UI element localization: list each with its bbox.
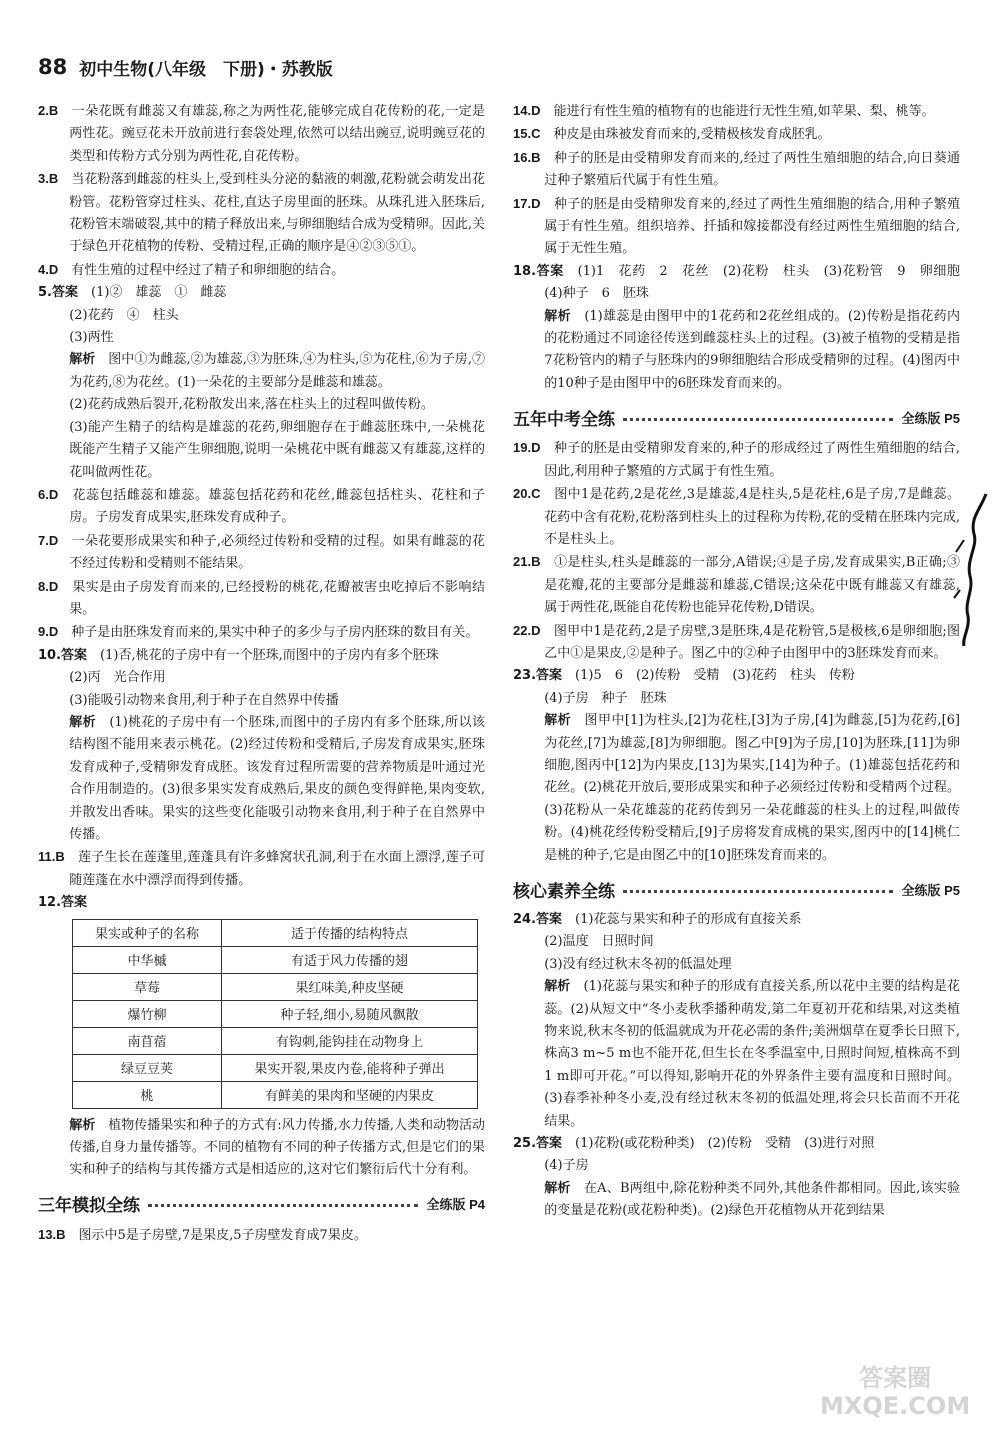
answer-line: (2)花药 ④ 柱头 [69,307,179,323]
answer-text: (1)花蕊与果实和种子的形成有直接关系 [575,912,802,927]
answer-7 [38,530,485,576]
analysis [513,1178,960,1223]
section-heading [513,403,960,431]
table-cell: 中华槭 [73,946,222,973]
answer-line: (3)没有经过秋末冬初的低温处理 [544,956,732,972]
answer-line: (2)温度 日照时间 [544,934,654,950]
table-cell: 绿豆豆荚 [73,1054,222,1081]
answer-23 [513,665,960,687]
answer-21 [513,551,960,619]
page-header [38,52,333,82]
answer-number: 10.答案 [38,647,88,663]
answer-25 [513,1133,960,1155]
answer-number: 23.答案 [513,668,563,684]
section-title: 三年模拟全练 [38,1196,140,1217]
answer-text: 果实是由子房发育而来的,已经授粉的桃花,花瓣被害虫吃掉后不影响结果。 [69,579,485,617]
table-row [73,1000,478,1027]
answer-number: 3.B [38,171,59,187]
answer-text: 图甲中1是花药,2是子房壁,3是胚珠,4是花粉管,5是极核,6是卵细胞;图乙中①是果皮,②是种子。图乙中的②种子由图甲中的3胚珠发育而来。 [544,623,960,661]
answer-24 [513,909,960,931]
answer-number: 11.B [38,849,65,865]
answer-text: (1)否,桃花的子房中有一个胚珠,而图中的子房内有多个胚珠 [100,647,439,663]
section-title: 五年中考全练 [513,409,615,430]
answer-text: (1)5 6 (2)传粉 受精 (3)花药 柱头 传粉 [575,668,855,684]
answer-number: 15.C [513,126,541,142]
answer-text: 种子的胚是由受精卵发育来的,经过了两性生殖细胞的结合,用种子繁殖属于有性生殖。组织培养、扦插和嫁接都没有经过两性生殖细胞的结合,属于无性生殖。 [544,196,960,257]
answer-16 [513,147,960,193]
answer-number: 19.D [513,440,541,456]
answer-8 [38,576,485,622]
watermark-logo [820,1364,970,1420]
analysis-text: 植物传播果实和种子的方式有:风力传播,水力传播,人类和动物活动传播,自身力量传播等。不同的植物有不同的种子传播方式,但是它们的果实和种子的结构与其传播方式是相适应的,这对它们繁衍后代十分有利。 [69,1117,485,1178]
table-cell: 果实开裂,果皮内卷,能将种子弹出 [222,1054,478,1081]
answer-text: 能进行有性生殖的植物有的也能进行无性生殖,如苹果、梨、桃等。 [553,104,935,119]
analysis [38,712,485,846]
answer-number: 8.D [38,578,59,594]
answer-number: 9.D [38,624,59,640]
answer-number: 24.答案 [513,912,563,927]
analysis [513,710,960,867]
answer-number: 18.答案 [513,263,564,279]
answer-text: 图中1是花药,2是花丝,3是雄蕊,4是柱头,5是花柱,6是子房,7是雌蕊。花药中含有花粉,花粉落到柱头上的过程称为传粉,花的受精在胚珠内完成,不是柱头上。 [544,487,960,547]
table-header-cell: 果实或种子的名称 [73,919,222,946]
analysis-label: 解析 [544,979,571,995]
right-column [513,100,974,1223]
answer-text: 种子的胚是由受精卵发育来的,种子的形成经过了两性生殖细胞的结合,因此,利用种子繁殖的方式属于有性生殖。 [544,441,960,479]
answer-number: 13.B [38,1226,66,1242]
answer-line: (2)丙 光合作用 [69,670,166,686]
table-cell: 草莓 [73,973,222,1000]
answer-12 [38,892,485,914]
answer-number: 4.D [38,261,59,277]
analysis [513,306,960,396]
answer-5 [38,282,485,304]
answer-number: 12.答案 [38,895,88,911]
analysis-label: 解析 [544,713,572,729]
answer-line: (4)子房 [544,1158,589,1174]
answer-2 [38,100,485,168]
table-row [73,946,478,973]
table-cell: 有钩刺,能钩挂在动物身上 [222,1027,478,1054]
dotted-leader [623,418,893,421]
table-cell: 有鲜美的果肉和坚硬的内果皮 [222,1081,478,1108]
section-heading [513,875,960,903]
table-header-row [73,919,478,946]
answer-10 [38,645,485,667]
answer-3 [38,168,485,259]
analysis-text: (3)能产生精子的结构是雄蕊的花药,卵细胞存在于雌蕊胚珠中,一朵桃花既能产生精子又能产生卵细胞,说明一朵桃花中既有雌蕊又有雄蕊,这样的花叫做两性花。 [69,419,485,480]
answer-22 [513,620,960,666]
answer-15 [513,123,960,146]
analysis-label: 解析 [544,1180,571,1196]
answer-text: 种皮是由珠被发育而来的,受精极核发育成胚乳。 [553,127,831,143]
table-cell: 有适于风力传播的翅 [222,946,478,973]
answer-number: 16.B [513,149,541,165]
analysis-label: 解析 [69,1117,96,1133]
answer-text: ①是柱头,柱头是雌蕊的一部分,A错误;④是子房,发育成果实,B正确;③是花瓣,花的主要部分是雌蕊和雄蕊,C错误;这朵花中既有雌蕊又有雄蕊,属于两性花,既能自花传粉也能异花传粉,D错误。 [544,555,960,616]
left-column [38,100,485,1247]
answer-text: 当花粉落到雌蕊的柱头上,受到柱头分泌的黏液的刺激,花粉就会萌发出花粉管。花粉管穿过柱头、花柱,直达子房里面的胚珠。从珠孔进入胚珠后,花粉管末端破裂,其中的精子释放出来,与卵细胞结合成为受精卵。因此,关于绿色开花植物的传粉、受精过程,正确的顺序是④②③⑤①。 [69,172,485,255]
answer-text: 种子的胚是由受精卵发育而来的,经过了两性生殖细胞的结合,向日葵通过种子繁殖后代属于有性生殖。 [544,150,960,189]
analysis-label: 解析 [69,352,96,368]
analysis-label: 解析 [69,714,96,730]
answer-number: 7.D [38,532,59,548]
answer-text: 莲子生长在莲蓬里,莲蓬具有许多蜂窝状孔洞,利于在水面上漂浮,莲子可随莲蓬在水中漂浮而得到传播。 [69,850,485,888]
table-cell: 桃 [73,1081,222,1108]
table-header-cell: 适于传播的结构特点 [222,919,478,946]
table-row [73,973,478,1000]
table-cell: 果红味美,种皮坚硬 [222,973,478,1000]
answer-number: 21.B [513,554,541,570]
answer-14 [513,100,960,123]
analysis-text: (1)雄蕊是由图甲中的1花药和2花丝组成的。(2)传粉是指花药内的花粉通过不同途径传送到雌蕊柱头上的过程。(3)被子植物的受精是指7花粉管内的精子与胚珠内的9卵细胞结合形成受精卵的过程。(4)图丙中的10种子是由图甲中的6胚珠发育而来的。 [544,308,960,391]
answer-text: 一朵花既有雌蕊又有雄蕊,称之为两性花,能够完成自花传粉的花,一定是两性花。豌豆花未开放前进行套袋处理,依然可以结出豌豆,说明豌豆花的类型和传粉方式分别为两性花,自花传粉。 [69,104,485,164]
analysis [38,1115,485,1182]
section-page-ref: 全练版 P4 [426,1197,485,1213]
section-heading [38,1190,485,1218]
answer-20 [513,483,960,551]
seed-dispersal-table [72,919,478,1109]
answer-text: 种子是由胚珠发育而来的,果实中种子的多少与子房内胚珠的数目有关。 [71,625,479,641]
answer-line: (3)能吸引动物来食用,利于种子在自然界中传播 [69,692,339,708]
section-page-ref: 全练版 P5 [901,882,960,898]
table-cell: 种子轻,细小,易随风飘散 [222,1000,478,1027]
analysis-text: 图中①为雌蕊,②为雄蕊,③为胚珠,④为柱头,⑤为花柱,⑥为子房,⑦为花药,⑧为花丝。(1)一朵花的主要部分是雌蕊和雄蕊。 [69,352,485,390]
answer-9 [38,621,485,644]
pen-scribble [950,490,990,650]
answer-line: (3)两性 [69,330,114,346]
answer-18 [513,261,974,306]
answer-11 [38,846,485,892]
answer-number: 17.D [513,195,541,211]
section-title: 核心素养全练 [513,881,615,902]
answer-text: 花蕊包括雌蕊和雄蕊。雄蕊包括花药和花丝,雌蕊包括柱头、花柱和子房。子房发育成果实,胚珠发育成种子。 [69,487,485,526]
answer-19 [513,437,960,483]
analysis [513,976,960,1133]
answer-6 [38,484,485,530]
section-page-ref: 全练版 P5 [901,410,960,426]
answer-text: (1)② 雄蕊 ① 雌蕊 [91,285,227,301]
answer-text: 一朵花要形成果实和种子,必须经过传粉和受精的过程。如果有雌蕊的花不经过传粉和受精则不能结果。 [69,533,485,572]
answer-text: 有性生殖的过程中经过了精子和卵细胞的结合。 [71,262,345,278]
table-cell: 爆竹柳 [73,1000,222,1027]
book-title: 初中生物(八年级 下册)・苏教版 [79,59,333,80]
dotted-leader [623,890,893,893]
answer-number: 22.D [513,622,541,638]
analysis-text: (1)花蕊与果实和种子的形成有直接关系,所以花中主要的结构是花蕊。(2)从短文中“冬小麦秋季播种萌发,第二年夏初开花和结果,对这类植物来说,秋末冬初的低温就成为开花必需的条件;美洲烟草在夏季长日照下,株高3 m~5 m也不能开花,但生长在冬季温室中,日照时间短,植株高不到1 m即可开花。”可以得知,影响开花的外界条件主要有温度和日照时间。(3)春季补种冬小麦,没有经过秋末冬初的低温处理,将会只长苗而不开花结果。 [544,979,960,1129]
analysis-label: 解析 [544,308,571,324]
table-row [73,1027,478,1054]
dotted-leader [148,1204,418,1207]
answer-number: 20.C [513,486,541,502]
table-row [73,1054,478,1081]
answer-text: 图示中5是子房壁,7是果皮,5子房壁发育成7果皮。 [78,1227,367,1243]
table-cell: 南苜蓿 [73,1027,222,1054]
table-row [73,1081,478,1108]
analysis-text: (1)桃花的子房中有一个胚珠,而图中的子房内有多个胚珠,所以该结构图不能用来表示桃花。(2)经过传粉和受精后,子房发育成果实,胚珠发育成种子,受精卵发育成胚。该发育过程所需要的营养物质是叶通过光合作用制造的。(3)很多果实发育成熟后,果皮的颜色变得鲜艳,果肉变软,并散发出香味。果实的这些变化能吸引动物来食用,利于种子在自然界中传播。 [69,714,485,842]
answer-17 [513,193,960,261]
analysis-text: 图甲中[1]为柱头,[2]为花柱,[3]为子房,[4]为雌蕊,[5]为花药,[6]为花丝,[7]为雄蕊,[8]为卵细胞。图乙中[9]为子房,[10]为胚珠,[11]为卵细胞,图丙中[12]为内果皮,[13]为果实,[14]为种子。(1)雄蕊包括花药和花丝。(2)桃花开放后,要形成果实和种子必须经过传粉和受精两个过程。(3)花粉从一朵花雄蕊的花药传到另一朵花雌蕊的柱头上的过程,叫做传粉。(4)桃花经传粉受精后,[9]子房将发育成桃的果实,图丙中的[14]桃仁是桃的种子,它是由图乙中的[10]胚珠发育而来的。 [544,713,960,863]
answer-number: 5.答案 [38,285,78,301]
watermark-url: MXQE.COM [820,1392,971,1420]
analysis-text: (2)花药成熟后裂开,花粉散发出来,落在柱头上的过程叫做传粉。 [69,397,434,413]
answer-4 [38,259,485,282]
answer-number: 2.B [38,103,59,118]
answer-line: (4)子房 种子 胚珠 [544,690,667,706]
answer-number: 25.答案 [513,1136,563,1152]
watermark-text: 答案圈 [859,1364,932,1392]
analysis-text: 在A、B两组中,除花粉种类不同外,其他条件都相同。因此,该实验的变量是花粉(或花粉种类)。(2)绿色开花植物从开花到结果 [544,1180,960,1219]
analysis [38,349,485,394]
page-number: 88 [38,55,68,79]
answer-text: (1)花粉(或花粉种类) (2)传粉 受精 (3)进行对照 [575,1136,875,1152]
answer-13 [38,1224,485,1247]
answer-number: 6.D [38,486,59,502]
answer-text: (1)1 花药 2 花丝 (2)花粉 柱头 (3)花粉管 9 卵细胞 (4)种子 6 胚珠 [544,263,974,302]
answer-number: 14.D [513,103,541,118]
